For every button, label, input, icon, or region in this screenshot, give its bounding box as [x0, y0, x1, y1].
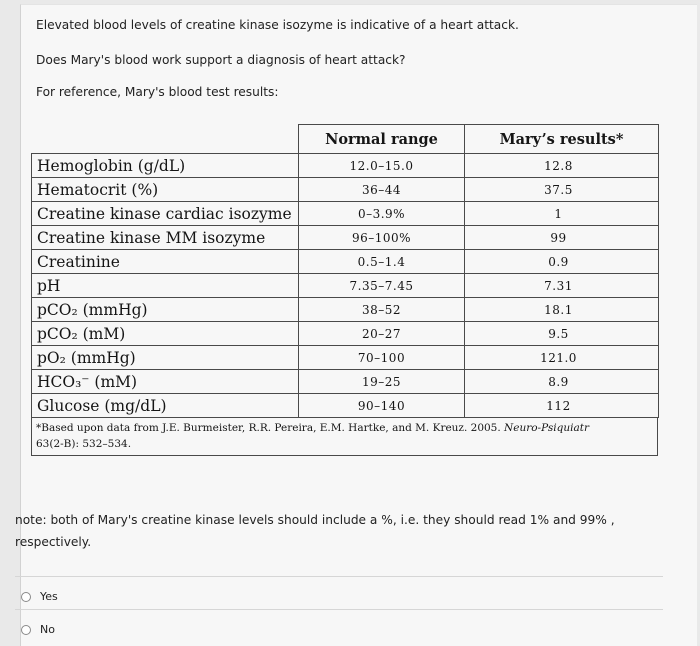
row-name: pH	[32, 274, 299, 298]
table-row	[32, 394, 659, 418]
row-normal: 36–44	[299, 178, 465, 202]
option-label: Yes	[40, 590, 58, 603]
question-statement: Elevated blood levels of creatine kinase isozyme is indicative of a heart attack.	[36, 18, 519, 32]
table-row	[32, 370, 659, 394]
row-normal: 7.35–7.45	[299, 274, 465, 298]
row-normal: 0–3.9%	[299, 202, 465, 226]
header-blank	[32, 125, 299, 154]
reference-intro: For reference, Mary's blood test results:	[36, 85, 279, 99]
table-row	[32, 298, 659, 322]
footnote-journal: Neuro-Psiquiatr	[504, 422, 589, 434]
question-prompt: Does Mary's blood work support a diagnosis of heart attack?	[36, 53, 406, 67]
row-normal: 19–25	[299, 370, 465, 394]
divider	[15, 609, 663, 610]
table-row	[32, 202, 659, 226]
row-name: pCO₂ (mmHg)	[32, 298, 299, 322]
note-text: note: both of Mary's creatine kinase levels should include a %, i.e. they should read 1% and 99% , respectively.	[15, 513, 615, 549]
option-yes[interactable]	[21, 590, 58, 603]
table-row	[32, 322, 659, 346]
radio-circle-icon[interactable]	[21, 625, 31, 635]
row-name: Hemoglobin (g/dL)	[32, 154, 299, 178]
header-normal-range: Normal range	[299, 125, 465, 154]
option-no[interactable]	[21, 623, 55, 636]
row-name: Creatine kinase MM isozyme	[32, 226, 299, 250]
table-row	[32, 178, 659, 202]
row-name: pO₂ (mmHg)	[32, 346, 299, 370]
row-name: HCO₃⁻ (mM)	[32, 370, 299, 394]
row-mary: 9.5	[465, 322, 659, 346]
row-mary: 18.1	[465, 298, 659, 322]
row-name: Creatine kinase cardiac isozyme	[32, 202, 299, 226]
table-row	[32, 274, 659, 298]
row-normal: 70–100	[299, 346, 465, 370]
row-mary: 0.9	[465, 250, 659, 274]
footnote-reference: 63(2-B): 532–534.	[36, 438, 132, 450]
row-normal: 12.0–15.0	[299, 154, 465, 178]
header-marys-results: Mary’s results*	[465, 125, 659, 154]
row-name: Hematocrit (%)	[32, 178, 299, 202]
row-normal: 0.5–1.4	[299, 250, 465, 274]
row-normal: 96–100%	[299, 226, 465, 250]
row-name: pCO₂ (mM)	[32, 322, 299, 346]
radio-circle-icon[interactable]	[21, 592, 31, 602]
row-mary: 112	[465, 394, 659, 418]
table-footnote	[31, 418, 658, 456]
row-mary: 99	[465, 226, 659, 250]
row-mary: 12.8	[465, 154, 659, 178]
table-row	[32, 154, 659, 178]
row-mary: 37.5	[465, 178, 659, 202]
row-mary: 8.9	[465, 370, 659, 394]
option-label: No	[40, 623, 55, 636]
table-row	[32, 226, 659, 250]
blood-test-table	[31, 124, 658, 456]
footnote-citation: *Based upon data from J.E. Burmeister, R.R. Pereira, E.M. Hartke, and M. Kreuz. 2005.	[36, 422, 505, 434]
row-normal: 20–27	[299, 322, 465, 346]
row-mary: 7.31	[465, 274, 659, 298]
table-row	[32, 250, 659, 274]
table-header-row	[32, 125, 659, 154]
row-name: Creatinine	[32, 250, 299, 274]
table-row	[32, 346, 659, 370]
row-normal: 90–140	[299, 394, 465, 418]
row-mary: 121.0	[465, 346, 659, 370]
row-name: Glucose (mg/dL)	[32, 394, 299, 418]
row-mary: 1	[465, 202, 659, 226]
row-normal: 38–52	[299, 298, 465, 322]
divider	[15, 576, 663, 577]
